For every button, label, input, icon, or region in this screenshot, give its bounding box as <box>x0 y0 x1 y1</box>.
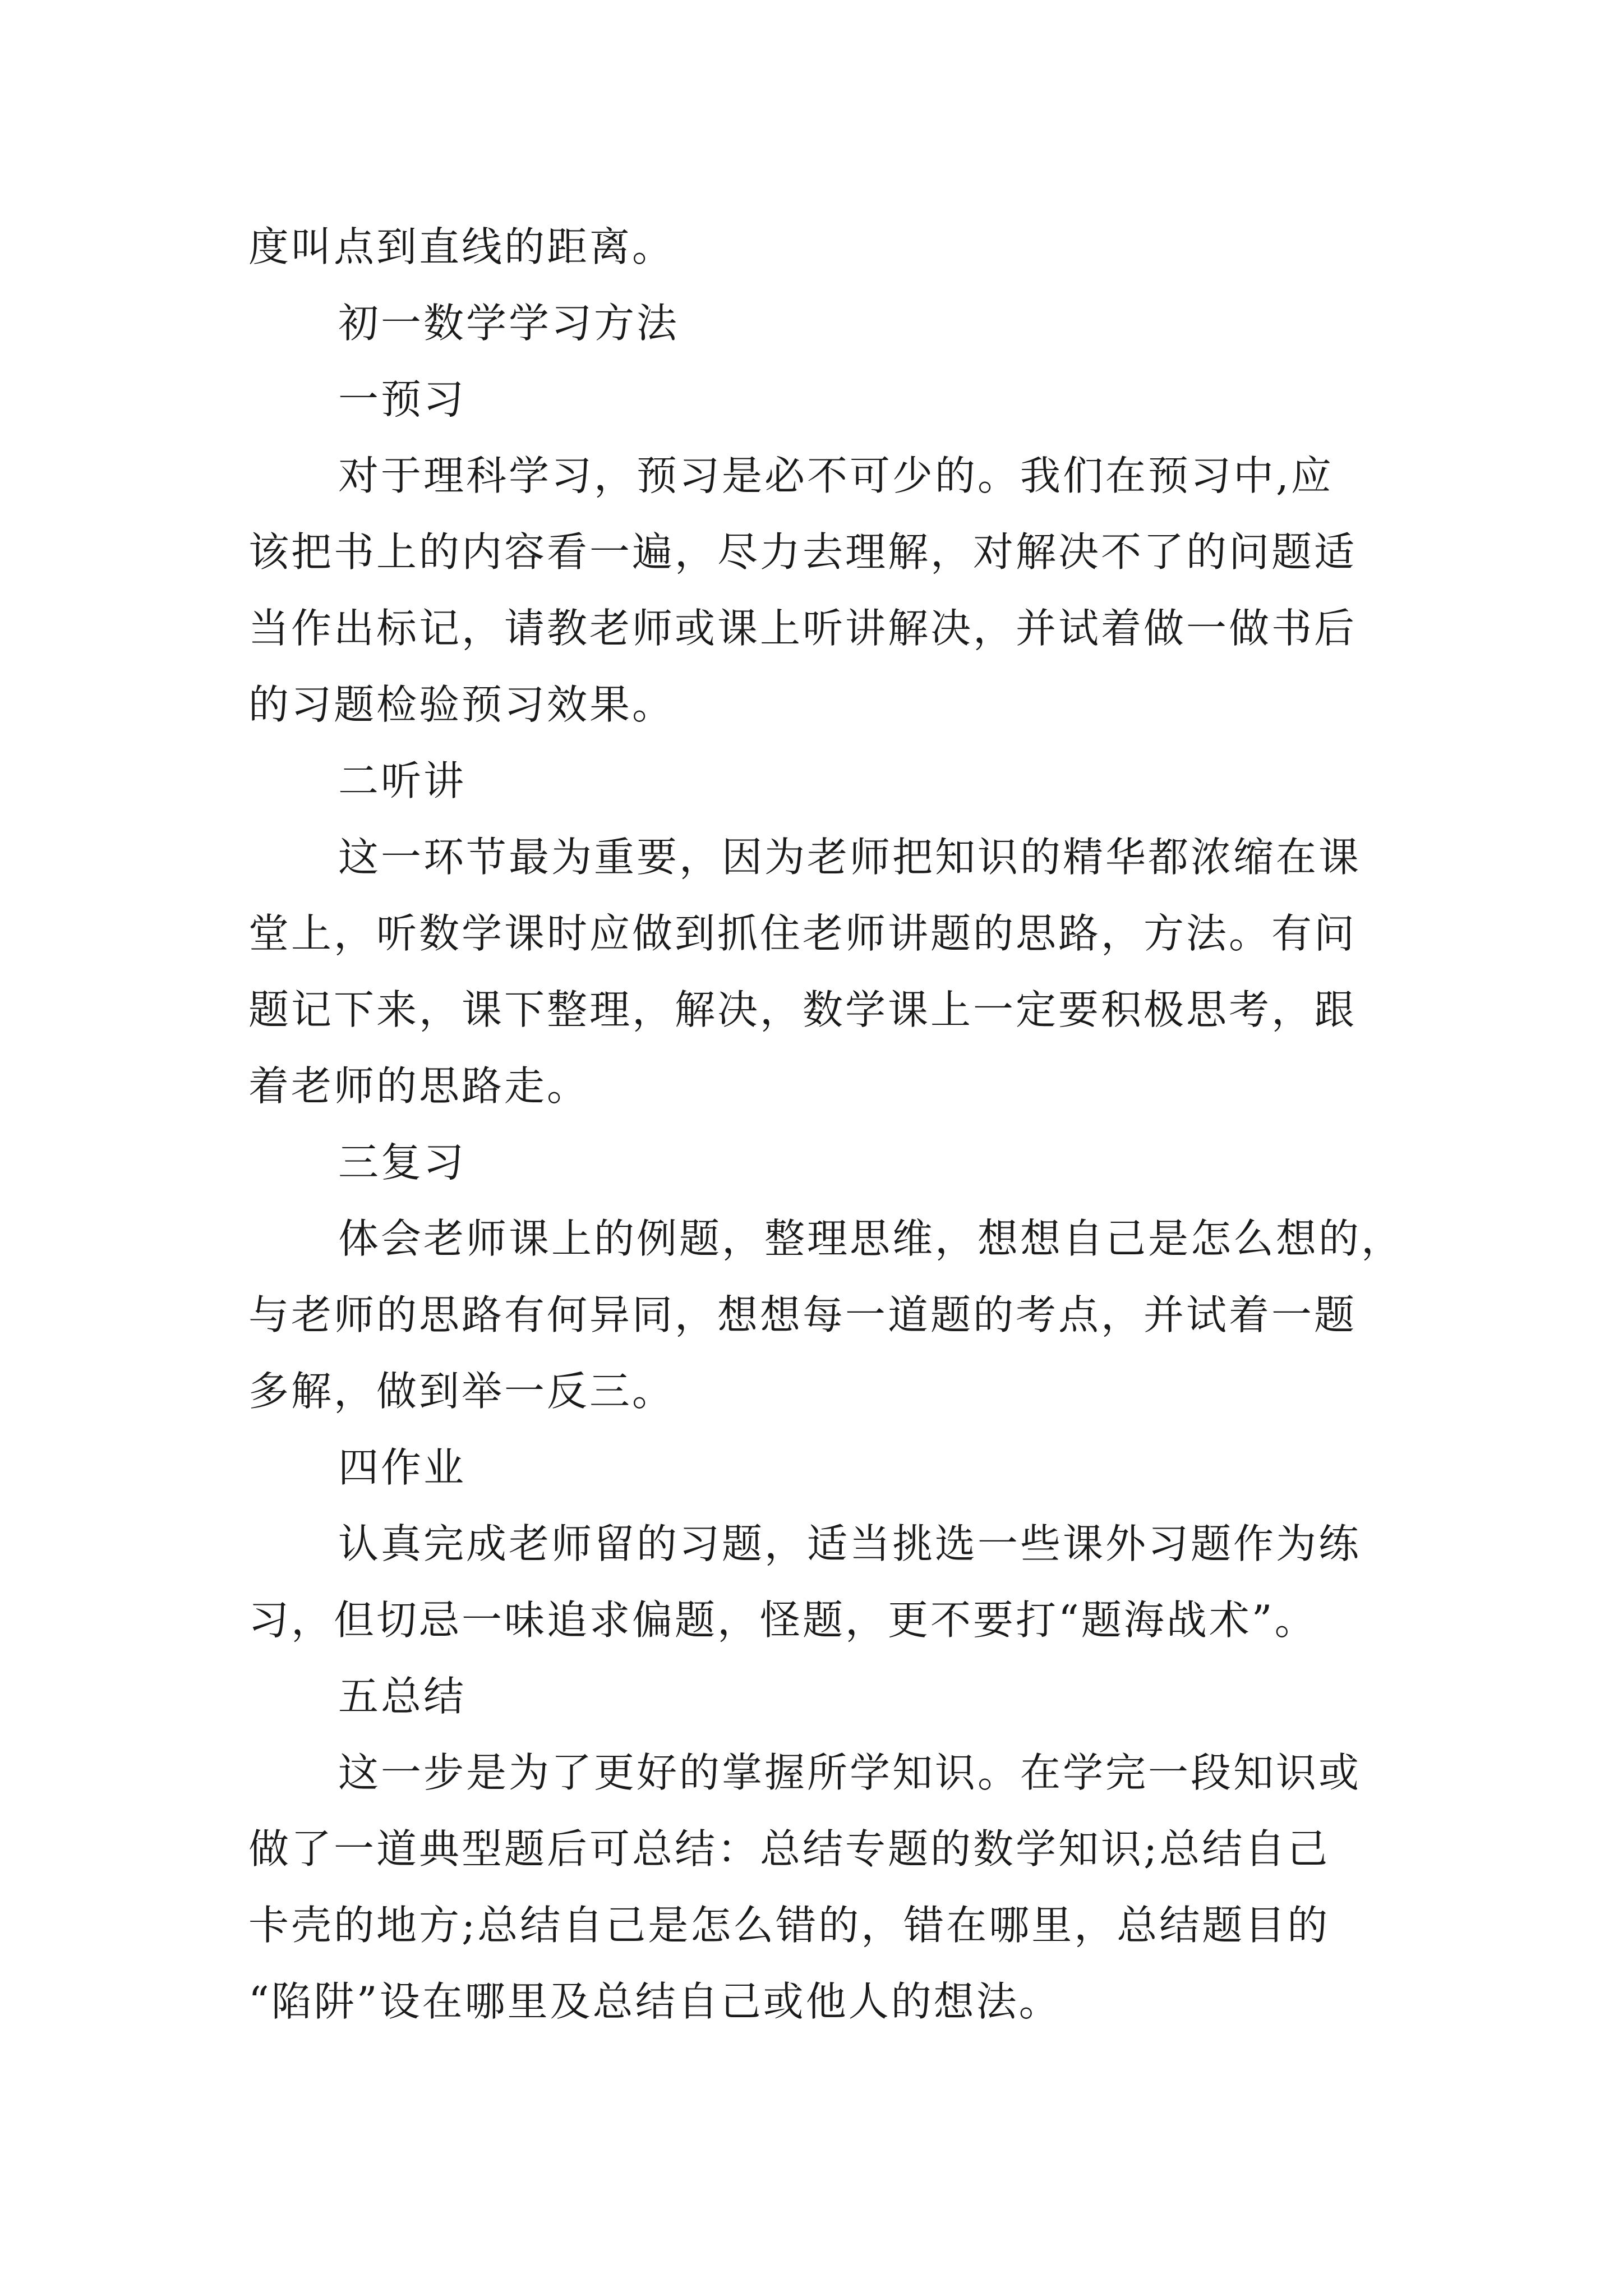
paragraph-line: 当作出标记，请教老师或课上听讲解决，并试着做一做书后 <box>248 605 1357 652</box>
paragraph-line: 卡壳的地方;总结自己是怎么错的，错在哪里，总结题目的 <box>248 1902 1330 1949</box>
paragraph-line: 的习题检验预习效果。 <box>248 681 675 728</box>
paragraph-line: 堂上，听数学课时应做到抓住老师讲题的思路，方法。有问 <box>248 910 1357 957</box>
paragraph-line: 与老师的思路有何异同，想想每一道题的考点，并试着一题 <box>248 1291 1357 1338</box>
heading-summary: 五总结 <box>338 1673 467 1720</box>
paragraph-line: 着老师的思路走。 <box>248 1062 590 1110</box>
paragraph-line: 这一步是为了更好的掌握所学知识。在学完一段知识或 <box>338 1749 1362 1796</box>
heading-review: 三复习 <box>338 1139 467 1186</box>
paragraph-line: 认真完成老师留的习题，适当挑选一些课外习题作为练 <box>338 1520 1362 1567</box>
heading-lecture: 二听讲 <box>338 757 467 804</box>
paragraph-line: 做了一道典型题后可总结：总结专题的数学知识;总结自己 <box>248 1825 1330 1872</box>
paragraph-line: 体会老师课上的例题，整理思维，想想自己是怎么想的， <box>338 1215 1404 1262</box>
paragraph-continuation-line: 度叫点到直线的距离。 <box>248 223 675 270</box>
paragraph-line: 题记下来，课下整理，解决，数学课上一定要积极思考，跟 <box>248 986 1357 1033</box>
section-title: 初一数学学习方法 <box>338 300 680 347</box>
paragraph-line: 多解，做到举一反三。 <box>248 1368 675 1415</box>
document-page <box>248 209 1404 2040</box>
paragraph-line: 该把书上的内容看一遍，尽力去理解，对解决不了的问题适 <box>248 528 1357 576</box>
paragraph-line: 习，但切忌一味追求偏题，怪题，更不要打“题海战术”。 <box>248 1596 1317 1644</box>
heading-preview: 一预习 <box>338 376 467 423</box>
paragraph-line: 对于理科学习，预习是必不可少的。我们在预习中,应 <box>338 452 1334 499</box>
heading-homework: 四作业 <box>338 1444 467 1491</box>
paragraph-line: “陷阱”设在哪里及总结自己或他人的想法。 <box>248 1978 1062 2025</box>
paragraph-line: 这一环节最为重要，因为老师把知识的精华都浓缩在课 <box>338 834 1362 881</box>
